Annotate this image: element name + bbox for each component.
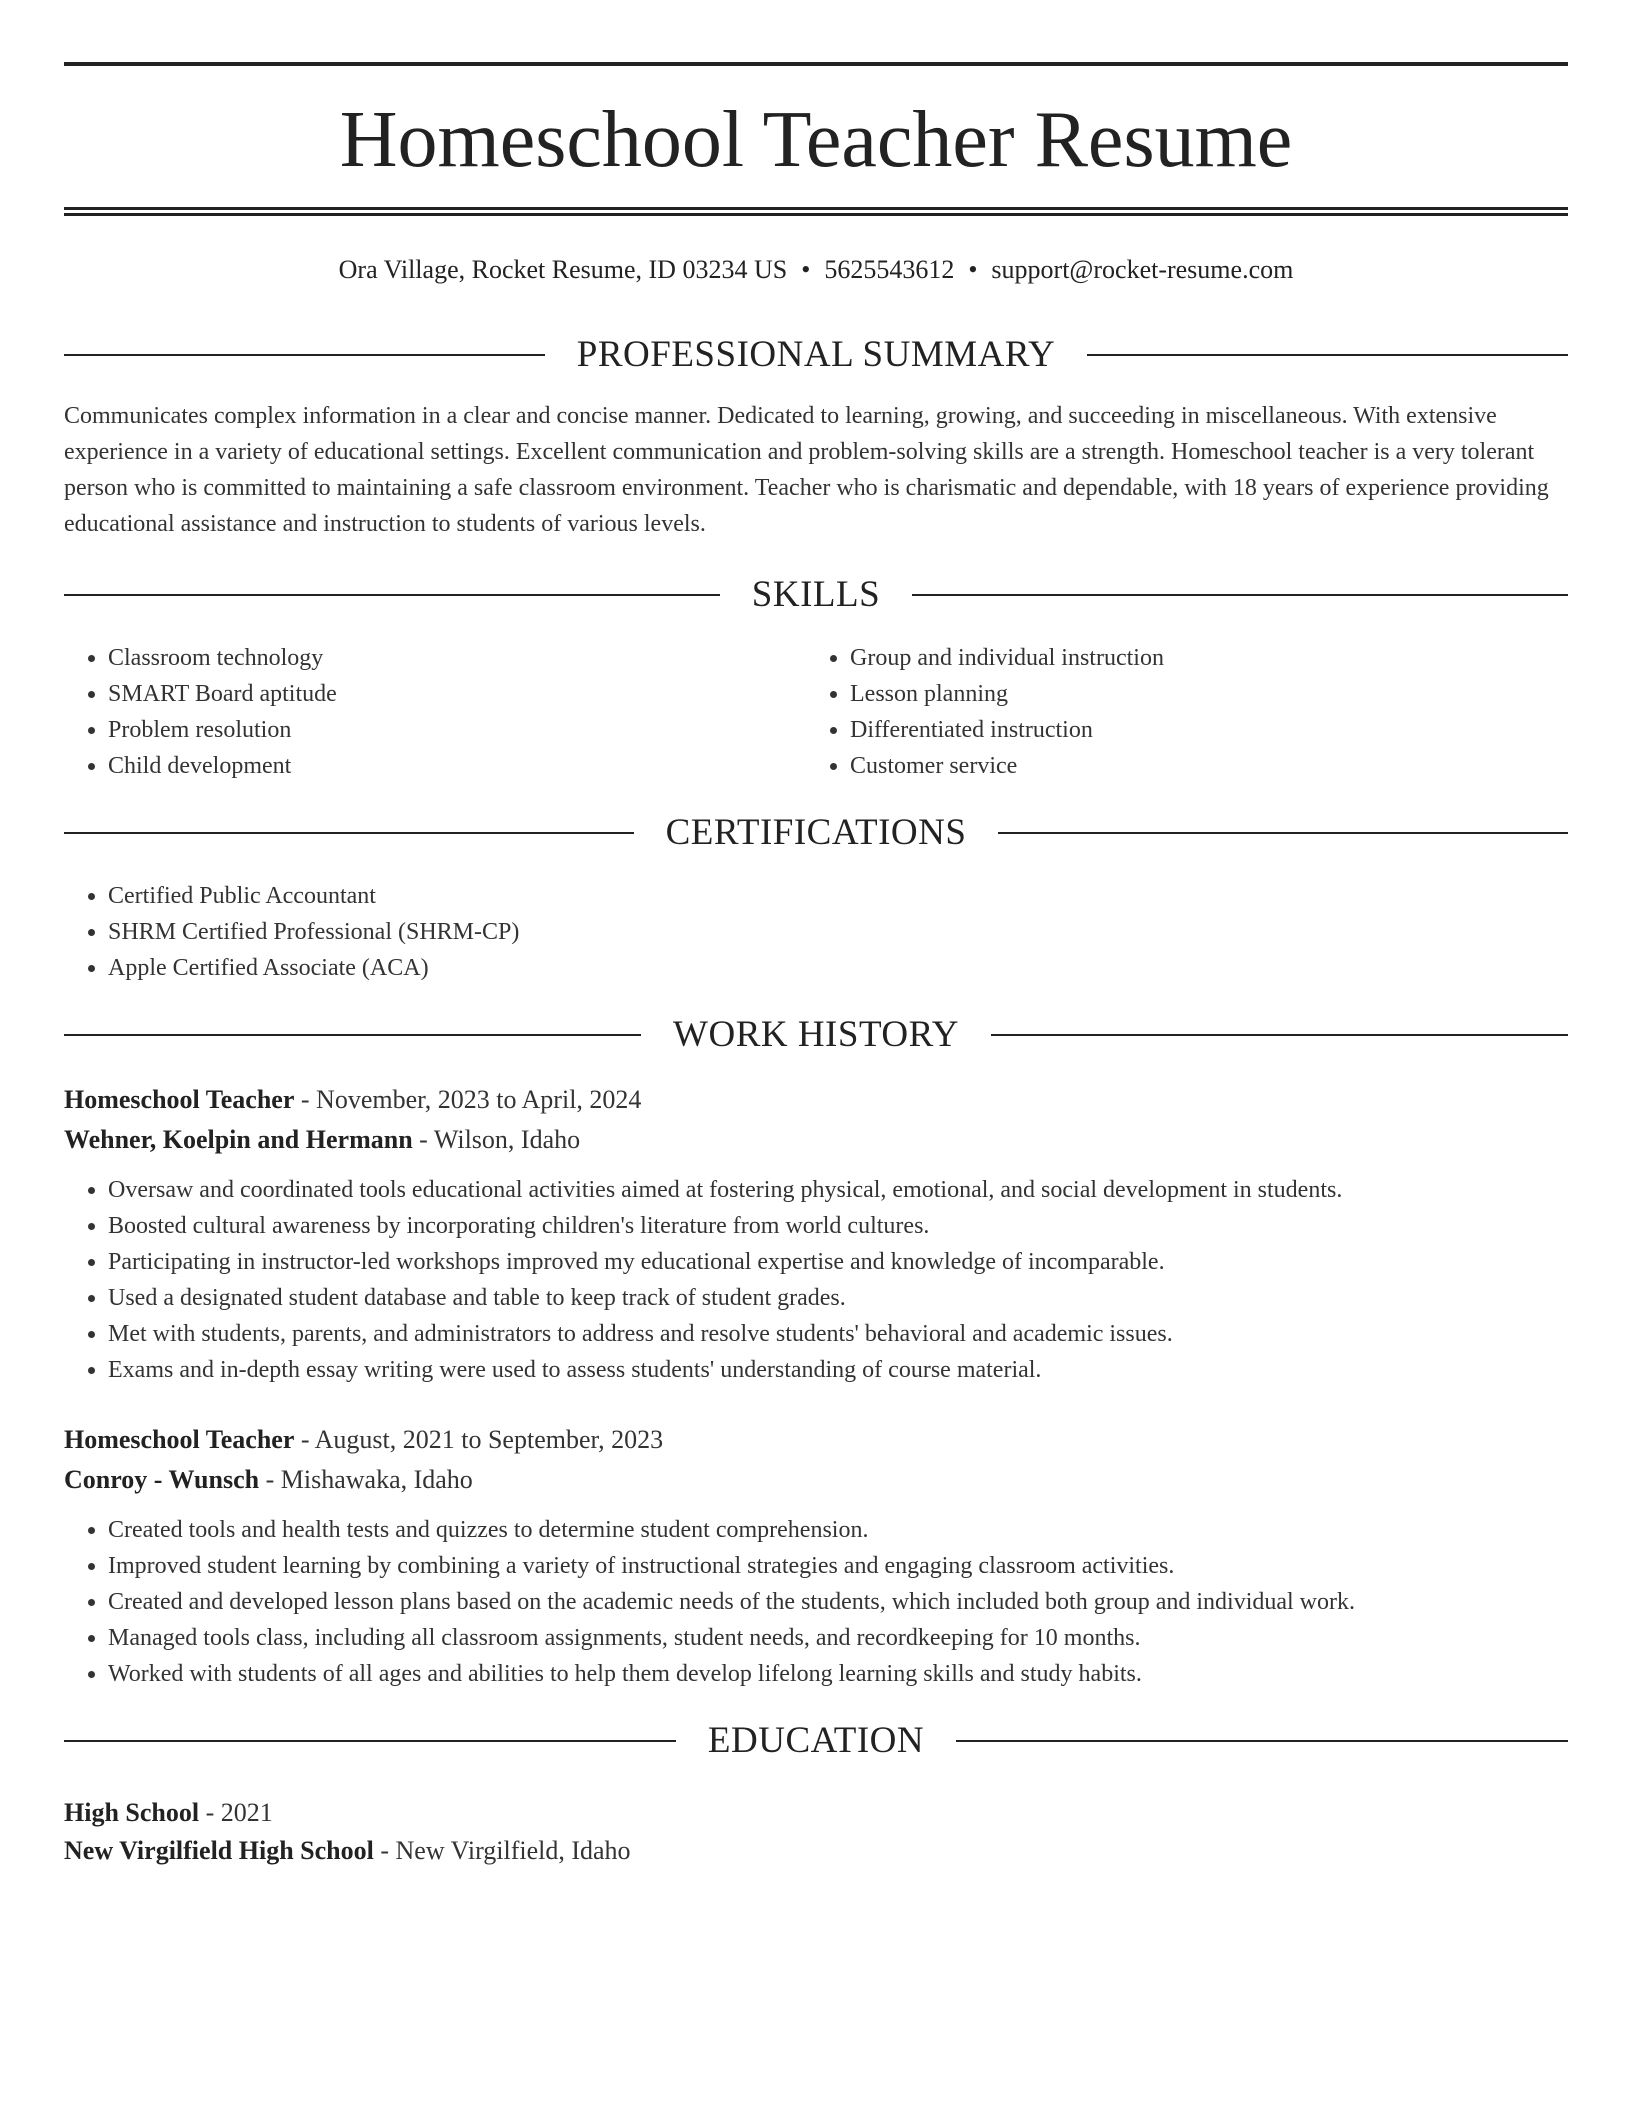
skill-item: • Customer service xyxy=(850,748,1546,784)
skill-item: • Group and individual instruction xyxy=(850,640,1546,676)
job-bullet: • Oversaw and coordinated tools educational activities aimed at fostering physical, emotional, and social development in students. xyxy=(108,1172,1568,1208)
education-entry xyxy=(64,1794,1568,1870)
heading-rule xyxy=(998,832,1568,834)
job-bullets xyxy=(64,1172,1568,1388)
job-bullet: • Created tools and health tests and quizzes to determine student comprehension. xyxy=(108,1512,1568,1548)
dash: - xyxy=(380,1836,390,1865)
job-bullet: • Worked with students of all ages and abilities to help them develop lifelong learning skills and study habits. xyxy=(108,1656,1568,1692)
job-bullet: • Managed tools class, including all classroom assignments, student needs, and recordkeeping for 10 months. xyxy=(108,1620,1568,1656)
education-school-line xyxy=(64,1832,1568,1870)
job-bullet: • Boosted cultural awareness by incorporating children's literature from world cultures. xyxy=(108,1208,1568,1244)
heading-rule xyxy=(1087,354,1568,356)
certifications-list xyxy=(64,878,1568,986)
skill-item: • Problem resolution xyxy=(108,712,804,748)
dash: - xyxy=(265,1465,275,1494)
skill-item: • Lesson planning xyxy=(850,676,1546,712)
heading-rule xyxy=(64,832,634,834)
education-degree: High School xyxy=(64,1798,200,1827)
work-history-heading xyxy=(64,1012,1568,1058)
job-bullet: • Improved student learning by combining a variety of instructional strategies and engaging classroom activities. xyxy=(108,1548,1568,1584)
job-title: Homeschool Teacher xyxy=(64,1425,295,1454)
heading-rule xyxy=(64,354,545,356)
job-bullet: • Met with students, parents, and administrators to address and resolve students' behavioral and academic issues. xyxy=(108,1316,1568,1352)
job-employer: Conroy - Wunsch xyxy=(64,1465,260,1494)
skill-item: • Child development xyxy=(108,748,804,784)
job-entry xyxy=(64,1420,1568,1692)
certifications-heading xyxy=(64,810,1568,856)
job-location: Wilson, Idaho xyxy=(433,1125,581,1154)
job-bullet: • Used a designated student database and table to keep track of student grades. xyxy=(108,1280,1568,1316)
summary-text: Communicates complex information in a clear and concise manner. Dedicated to learning, growing, and succeeding in miscellaneous. With extensive experience in a variety of educational settings. Excellent communication and problem-solving skills are a strength. Homeschool teacher is a very tolerant person who is committed to maintaining a safe classroom environment. Teacher who is charismatic and dependable, with 18 years of experience providing educational assistance and instruction to students of various levels. xyxy=(64,403,1549,537)
education-degree-line xyxy=(64,1794,1568,1832)
education-school: New Virgilfield High School xyxy=(64,1836,374,1865)
heading-rule xyxy=(64,594,720,596)
job-employer-line xyxy=(64,1120,1568,1160)
job-bullets xyxy=(64,1512,1568,1692)
certifications-heading-label: CERTIFICATIONS xyxy=(665,812,967,853)
certification-item: • Apple Certified Associate (ACA) xyxy=(108,950,1568,986)
education-heading-label: EDUCATION xyxy=(707,1720,925,1761)
resume-title: Homeschool Teacher Resume xyxy=(339,96,1293,184)
job-dates: August, 2021 to September, 2023 xyxy=(314,1425,664,1454)
skill-item: • Classroom technology xyxy=(108,640,804,676)
summary-heading-label: PROFESSIONAL SUMMARY xyxy=(576,334,1056,375)
job-employer: Wehner, Koelpin and Hermann xyxy=(64,1125,413,1154)
top-rule xyxy=(64,62,1568,66)
skill-item: • Differentiated instruction xyxy=(850,712,1546,748)
dash: - xyxy=(205,1798,215,1827)
certification-item: • Certified Public Accountant xyxy=(108,878,1568,914)
skills-right-column xyxy=(806,640,1546,784)
contact-email: support@rocket-resume.com xyxy=(991,255,1294,284)
heading-rule xyxy=(64,1034,641,1036)
dash: - xyxy=(300,1085,310,1114)
dash: - xyxy=(300,1425,310,1454)
job-entry xyxy=(64,1080,1568,1388)
skill-item: • SMART Board aptitude xyxy=(108,676,804,712)
job-title-line xyxy=(64,1420,1568,1460)
job-employer-line xyxy=(64,1460,1568,1500)
certification-item: • SHRM Certified Professional (SHRM-CP) xyxy=(108,914,1568,950)
work-history-heading-label: WORK HISTORY xyxy=(673,1014,959,1055)
heading-rule xyxy=(64,1740,676,1742)
job-location: Mishawaka, Idaho xyxy=(280,1465,473,1494)
job-bullet: • Exams and in-depth essay writing were used to assess students' understanding of course material. xyxy=(108,1352,1568,1388)
contact-phone: 5625543612 xyxy=(824,255,955,284)
dash: - xyxy=(419,1125,428,1154)
education-heading xyxy=(64,1718,1568,1764)
contact-line xyxy=(64,252,1568,288)
job-dates: November, 2023 to April, 2024 xyxy=(316,1085,642,1114)
job-bullet: • Created and developed lesson plans based on the academic needs of the students, which included both group and individual work. xyxy=(108,1584,1568,1620)
education-year: 2021 xyxy=(220,1798,273,1827)
job-title-line xyxy=(64,1080,1568,1120)
skills-heading xyxy=(64,572,1568,618)
job-title: Homeschool Teacher xyxy=(64,1085,295,1114)
job-bullet: • Participating in instructor-led workshops improved my educational expertise and knowledge of incomparable. xyxy=(108,1244,1568,1280)
education-location: New Virgilfield, Idaho xyxy=(395,1836,631,1865)
contact-address: Ora Village, Rocket Resume, ID 03234 US xyxy=(338,255,788,284)
heading-rule xyxy=(956,1740,1568,1742)
heading-rule xyxy=(912,594,1568,596)
heading-rule xyxy=(991,1034,1568,1036)
title-double-rule xyxy=(64,207,1568,216)
contact-separator: • xyxy=(968,255,978,284)
summary-heading xyxy=(64,332,1568,378)
contact-separator: • xyxy=(801,255,811,284)
skills-heading-label: SKILLS xyxy=(751,574,881,615)
skills-left-column xyxy=(64,640,804,784)
